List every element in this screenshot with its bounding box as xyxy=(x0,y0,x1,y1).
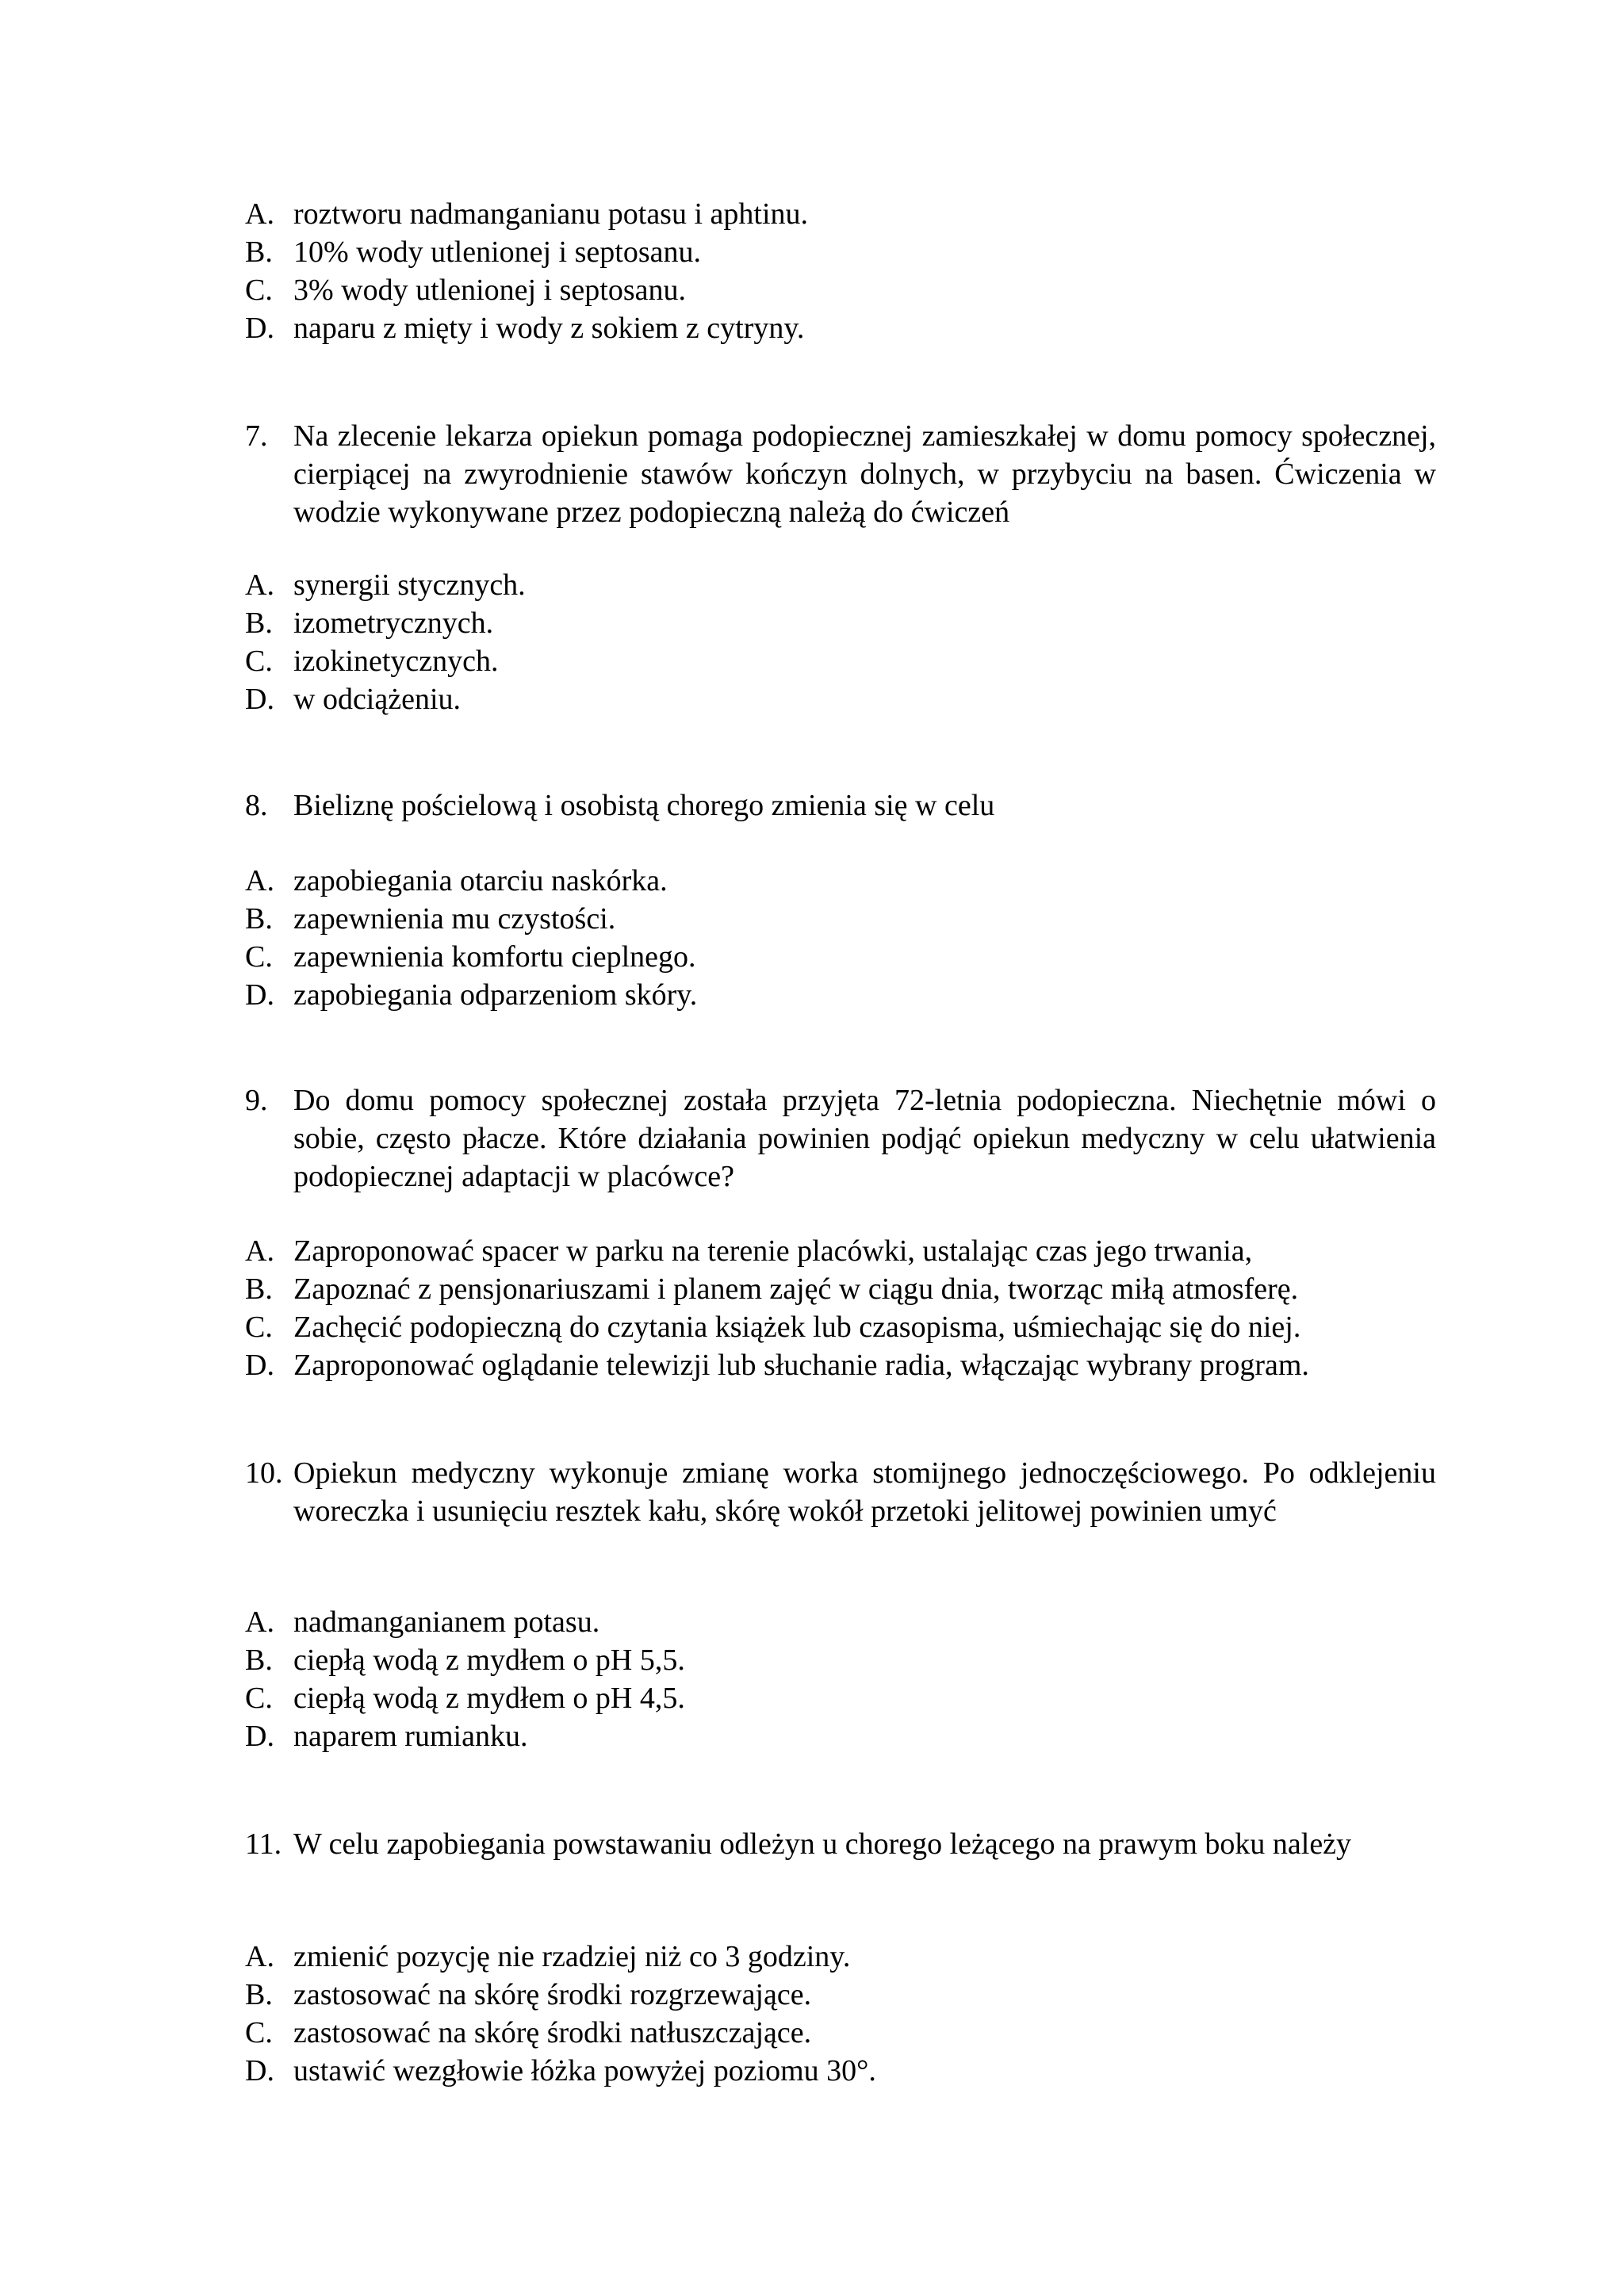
option-letter: B. xyxy=(245,1272,273,1306)
option-letter: D. xyxy=(245,978,274,1012)
option-letter: C. xyxy=(245,1682,273,1715)
option-text: izokinetycznych. xyxy=(293,645,499,678)
option-text: zmienić pozycję nie rzadziej niż co 3 godziny. xyxy=(293,1940,851,1973)
option-c xyxy=(245,1679,685,1717)
option-letter: D. xyxy=(245,1349,274,1382)
question-text: Bieliznę pościelową i osobistą chorego zmienia się w celu xyxy=(293,789,995,822)
option-d xyxy=(245,2052,876,2090)
option-letter: A. xyxy=(245,197,274,231)
option-text: zapobiegania odparzeniom skóry. xyxy=(293,978,698,1012)
option-text: synergii stycznych. xyxy=(293,568,526,602)
option-letter: A. xyxy=(245,1940,274,1973)
option-d xyxy=(245,309,804,347)
option-letter: C. xyxy=(245,2016,273,2049)
question-10 xyxy=(245,1454,1436,1530)
option-text: ustawić wezgłowie łóżka powyżej poziomu 30°. xyxy=(293,2054,876,2087)
question-text: Opiekun medyczny wykonuje zmianę worka stomijnego jednoczęściowego. Po odklejeniu woreczka i usunięciu resztek kału, skórę wokół przetoki jelitowej powinien umyć xyxy=(293,1456,1436,1528)
option-b xyxy=(245,233,701,271)
question-number: 9. xyxy=(245,1084,268,1117)
question-number: 10. xyxy=(245,1456,283,1490)
option-c xyxy=(245,1308,1300,1346)
option-letter: B. xyxy=(245,1644,273,1677)
option-letter: B. xyxy=(245,607,273,640)
option-c xyxy=(245,2014,811,2052)
question-9 xyxy=(245,1081,1436,1196)
option-letter: D. xyxy=(245,1720,274,1753)
question-number: 7. xyxy=(245,419,268,453)
option-b xyxy=(245,1641,685,1679)
option-a xyxy=(245,1603,599,1641)
option-a xyxy=(245,566,526,604)
option-text: izometrycznych. xyxy=(293,607,494,640)
option-text: Zaproponować oglądanie telewizji lub słuchanie radia, włączając wybrany program. xyxy=(293,1349,1309,1382)
question-text: Na zlecenie lekarza opiekun pomaga podopiecznej zamieszkałej w domu pomocy społecznej, cierpiącej na zwyrodnienie stawów kończyn dolnych, w przybyciu na basen. Ćwiczenia w wodzie wykonywane przez podopieczną należą do ćwiczeń xyxy=(293,419,1436,529)
option-c xyxy=(245,271,686,309)
option-d xyxy=(245,1717,527,1755)
option-letter: B. xyxy=(245,902,273,936)
option-c xyxy=(245,642,499,680)
option-letter: A. xyxy=(245,1234,274,1268)
option-letter: B. xyxy=(245,1978,273,2011)
option-b xyxy=(245,1976,811,2014)
option-c xyxy=(245,938,696,976)
option-text: zapobiegania otarciu naskórka. xyxy=(293,864,668,897)
question-number: 8. xyxy=(245,789,268,822)
question-7 xyxy=(245,417,1436,531)
option-letter: A. xyxy=(245,568,274,602)
option-text: w odciążeniu. xyxy=(293,683,462,716)
option-text: naparu z mięty i wody z sokiem z cytryny. xyxy=(293,312,805,345)
option-text: zapewnienia komfortu cieplnego. xyxy=(293,940,696,974)
option-text: zastosować na skórę środki natłuszczające. xyxy=(293,2016,812,2049)
option-letter: D. xyxy=(245,2054,274,2087)
option-letter: A. xyxy=(245,1605,274,1639)
option-d xyxy=(245,1346,1309,1384)
option-letter: B. xyxy=(245,235,273,269)
question-number: 11. xyxy=(245,1827,282,1861)
option-text: 3% wody utlenionej i septosanu. xyxy=(293,274,686,307)
option-letter: C. xyxy=(245,940,273,974)
option-letter: C. xyxy=(245,1311,273,1344)
option-text: naparem rumianku. xyxy=(293,1720,528,1753)
option-text: Zapoznać z pensjonariuszami i planem zajęć w ciągu dnia, tworząc miłą atmosferę. xyxy=(293,1272,1299,1306)
option-letter: A. xyxy=(245,864,274,897)
option-text: zastosować na skórę środki rozgrzewające. xyxy=(293,1978,812,2011)
option-letter: C. xyxy=(245,274,273,307)
option-text: ciepłą wodą z mydłem o pH 5,5. xyxy=(293,1644,685,1677)
option-text: 10% wody utlenionej i septosanu. xyxy=(293,235,701,269)
option-b xyxy=(245,900,615,938)
option-a xyxy=(245,195,808,233)
question-8 xyxy=(245,786,1436,825)
option-d xyxy=(245,680,461,718)
option-letter: D. xyxy=(245,683,274,716)
option-text: Zaproponować spacer w parku na terenie placówki, ustalając czas jego trwania, xyxy=(293,1234,1253,1268)
option-text: nadmanganianem potasu. xyxy=(293,1605,600,1639)
option-letter: D. xyxy=(245,312,274,345)
option-a xyxy=(245,1232,1252,1270)
option-b xyxy=(245,604,493,642)
question-text: Do domu pomocy społecznej została przyjęta 72-letnia podopieczna. Niechętnie mówi o sobie, często płacze. Które działania powinien podjąć opiekun medyczny w celu ułatwienia podopiecznej adaptacji w placówce? xyxy=(293,1084,1436,1193)
option-a xyxy=(245,1938,850,1976)
option-d xyxy=(245,976,697,1014)
option-a xyxy=(245,862,668,900)
option-letter: C. xyxy=(245,645,273,678)
question-11 xyxy=(245,1825,1436,1863)
option-b xyxy=(245,1270,1298,1308)
option-text: ciepłą wodą z mydłem o pH 4,5. xyxy=(293,1682,685,1715)
option-text: roztworu nadmanganianu potasu i aphtinu. xyxy=(293,197,809,231)
option-text: zapewnienia mu czystości. xyxy=(293,902,616,936)
question-text: W celu zapobiegania powstawaniu odleżyn u chorego leżącego na prawym boku należy xyxy=(293,1827,1352,1861)
option-text: Zachęcić podopieczną do czytania książek lub czasopisma, uśmiechając się do niej. xyxy=(293,1311,1301,1344)
